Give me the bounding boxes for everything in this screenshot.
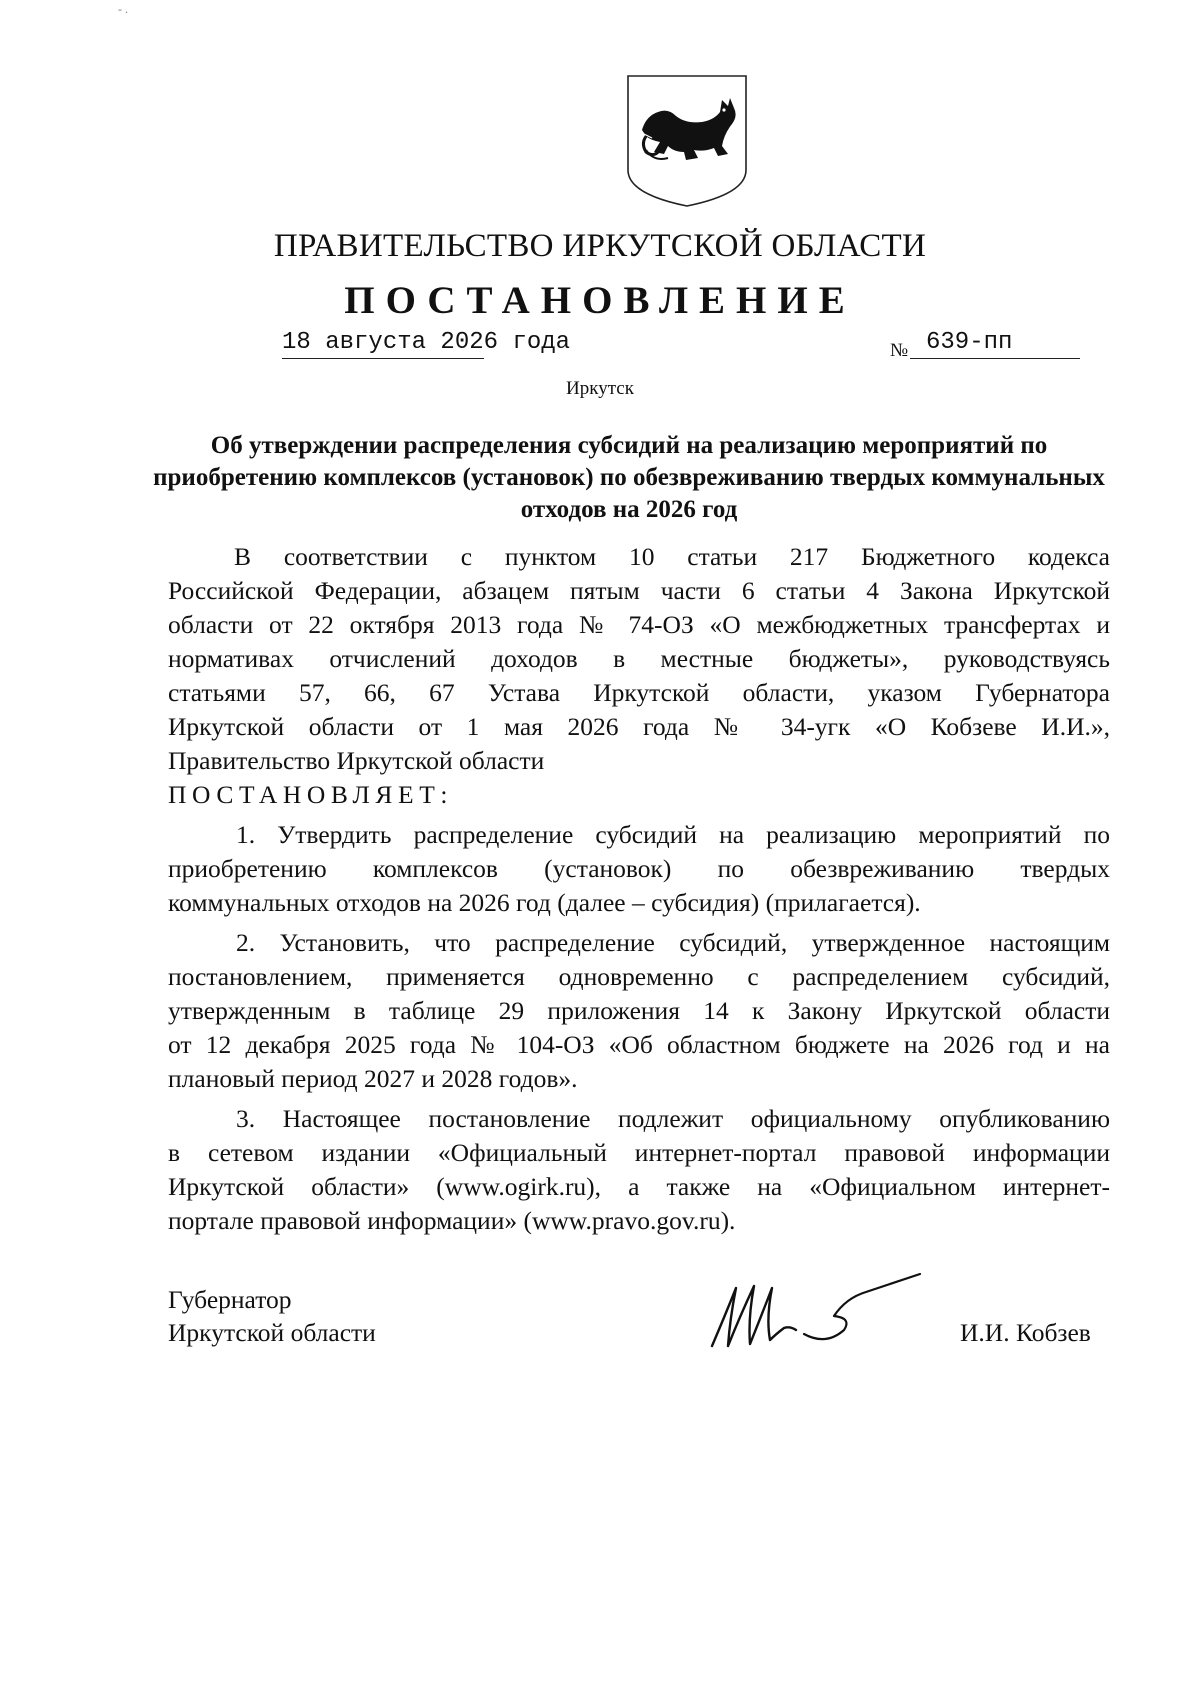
resolves-word: ПОСТАНОВЛЯЕТ:: [168, 780, 454, 809]
government-title: ПРАВИТЕЛЬСТВО ИРКУТСКОЙ ОБЛАСТИ: [273, 228, 927, 264]
document-date: 18 августа 2026 года: [282, 328, 484, 359]
signatory-title-line: Губернатор: [168, 1285, 292, 1314]
item-2-line: от 12 декабря 2025 года № 104-ОЗ «Об областном бюджете на 2026 год и на: [168, 1030, 1110, 1059]
signatory-name: И.И. Кобзев: [960, 1318, 1091, 1347]
preamble-line: В соответствии с пунктом 10 статьи 217 Бюджетного кодекса: [234, 542, 1110, 571]
preamble-line: области от 22 октября 2013 года № 74-ОЗ «О межбюджетных трансфертах и: [168, 610, 1110, 639]
preamble-line: Российской Федерации, абзацем пятым части 6 статьи 4 Закона Иркутской: [168, 576, 1110, 605]
document-type: ПОСТАНОВЛЕНИЕ: [344, 279, 856, 322]
handwritten-signature: [706, 1268, 926, 1354]
number-label: №: [890, 340, 909, 361]
item-1-line: 1. Утвердить распределение субсидий на реализацию мероприятий по: [236, 820, 1110, 849]
signatory-title: [168, 1283, 376, 1349]
city: Иркутск: [566, 378, 634, 399]
item-1-line: коммунальных отходов на 2026 год (далее – субсидия) (прилагается).: [168, 888, 921, 917]
document-number-value: 639-пп: [926, 329, 1013, 356]
signatory-title-line: Иркутской области: [168, 1318, 376, 1347]
item-2-line: 2. Установить, что распределение субсидий, утвержденное настоящим: [236, 928, 1110, 957]
document-heading: Об утверждении распределения субсидий на реализацию мероприятий по приобретению комплексов (установок) по обезвреживанию твердых коммунальных отходов на 2026 год: [153, 432, 1105, 523]
preamble-line: Иркутской области от 1 мая 2026 года № 34-угк «О Кобзеве И.И.»,: [168, 712, 1110, 741]
preamble-line: Правительство Иркутской области: [168, 746, 545, 775]
document-number: [910, 328, 1080, 359]
item-3-line: 3. Настоящее постановление подлежит официальному опубликованию: [236, 1104, 1110, 1133]
item-2-line: плановый период 2027 и 2028 годов».: [168, 1064, 578, 1093]
preamble-line: нормативах отчислений доходов в местные бюджеты», руководствуясь: [168, 644, 1110, 673]
item-3-line: Иркутской области» (www.ogirk.ru), а также на «Официальном интернет-: [168, 1172, 1110, 1201]
item-3-line: в сетевом издании «Официальный интернет-портал правовой информации: [168, 1138, 1110, 1167]
item-1-line: приобретению комплексов (установок) по обезвреживанию твердых: [168, 854, 1110, 883]
item-2-line: утвержденным в таблице 29 приложения 14 к Закону Иркутской области: [168, 996, 1110, 1025]
preamble-line: статьями 57, 66, 67 Устава Иркутской области, указом Губернатора: [168, 678, 1110, 707]
coat-of-arms-icon: [624, 72, 750, 210]
item-3-line: портале правовой информации» (www.pravo.gov.ru).: [168, 1206, 736, 1235]
item-2-line: постановлением, применяется одновременно с распределением субсидий,: [168, 962, 1110, 991]
scan-marks: - .: [118, 2, 128, 16]
